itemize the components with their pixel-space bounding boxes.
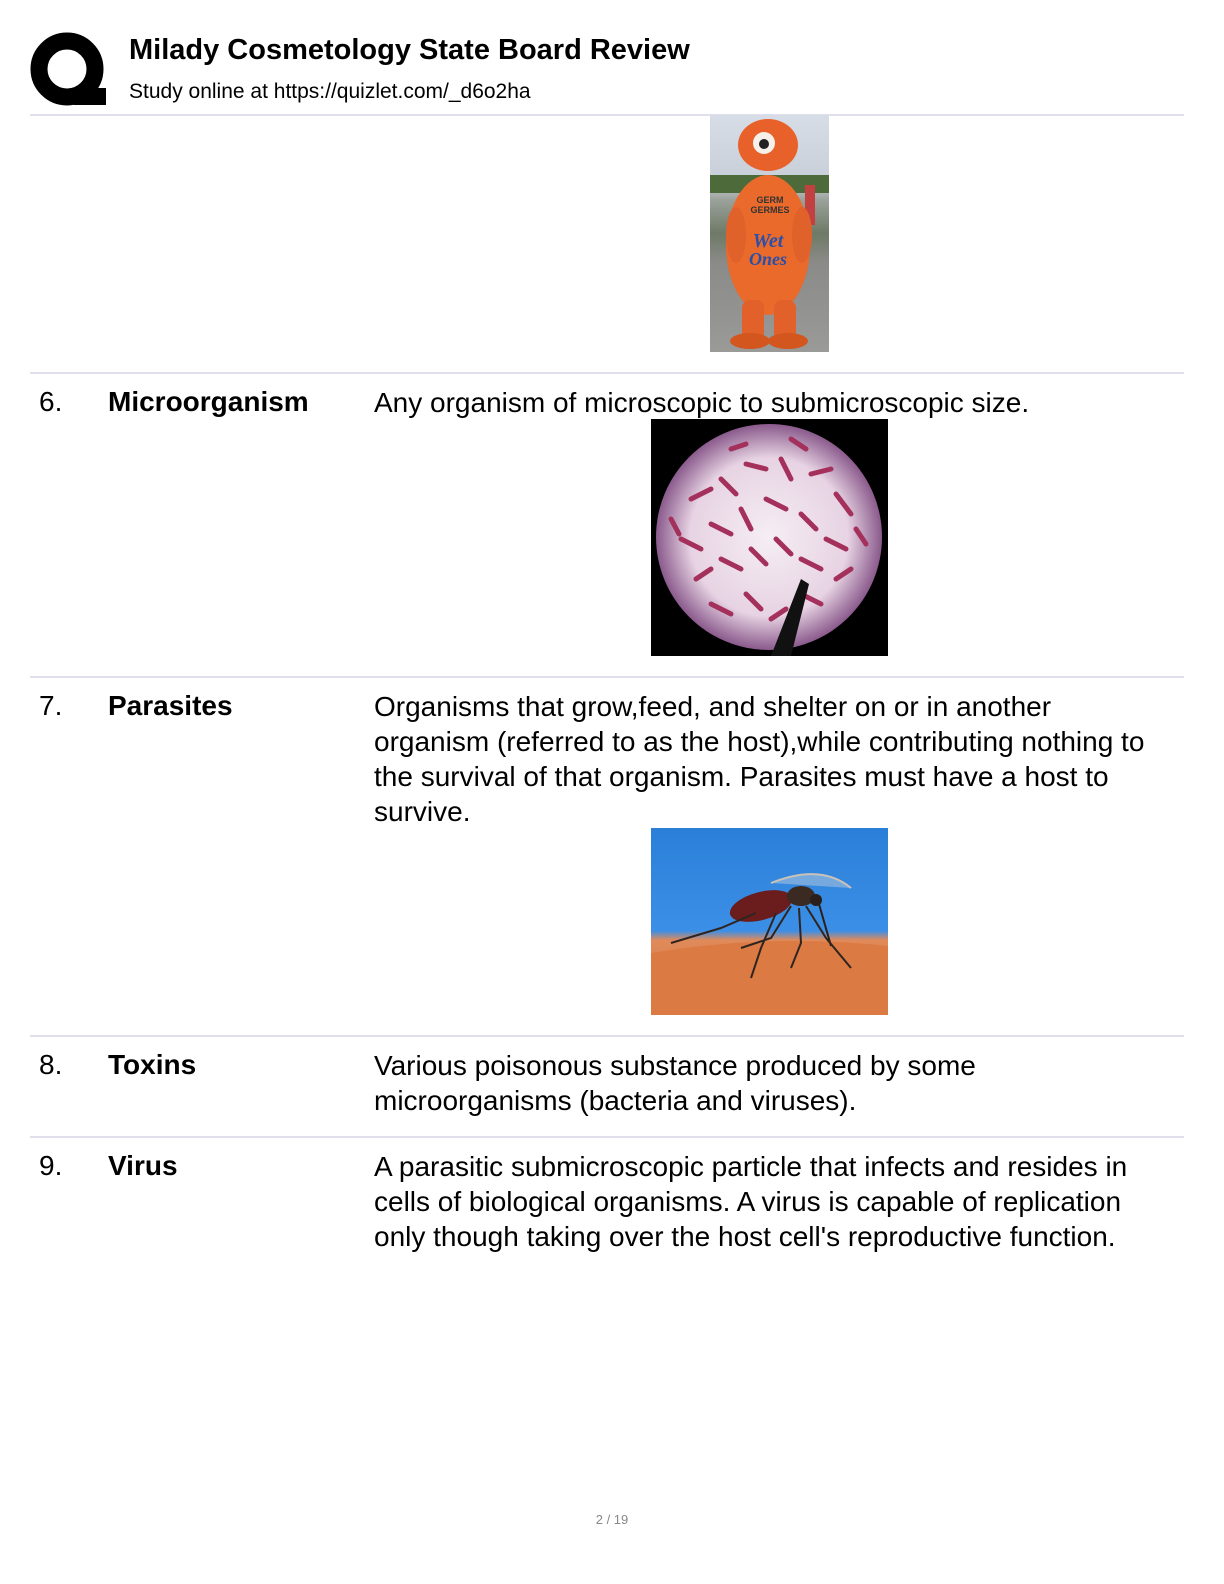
card-number: 7.	[39, 690, 63, 721]
card-number: 8.	[39, 1049, 63, 1080]
card-divider	[30, 372, 1184, 374]
card-definition: Any organism of microscopic to submicroscopic size.	[374, 387, 1030, 418]
quizlet-logo-icon	[30, 30, 108, 110]
card-definition: Organisms that grow,feed, and shelter on or in another organism (referred to as the host),while contributing nothing to the survival of that organism. Parasites must have a host to survive.	[374, 691, 1145, 827]
card-divider	[30, 1035, 1184, 1037]
card-term: Toxins	[108, 1049, 197, 1080]
mascot-brand-2: Ones	[748, 249, 788, 269]
study-online-link[interactable]: Study online at https://quizlet.com/_d6o2ha	[129, 80, 531, 103]
mosquito-on-skin-photo	[651, 828, 888, 1015]
mascot-text-2: GERMES	[750, 205, 790, 215]
page-header	[30, 28, 1184, 116]
card-term: Parasites	[108, 690, 233, 721]
card-divider	[30, 1136, 1184, 1138]
mascot-brand-1: Wet	[752, 230, 784, 252]
card-definition: A parasitic submicroscopic particle that infects and resides in cells of biological organisms. A virus is capable of replication only though taking over the host cell's reproductive function.	[374, 1151, 1128, 1252]
card-number: 6.	[39, 386, 63, 417]
bacteria-microscope-photo	[651, 419, 888, 656]
card-divider	[30, 676, 1184, 678]
card-term: Virus	[108, 1150, 178, 1181]
card-term: Microorganism	[108, 386, 309, 417]
page-number: 2 / 19	[595, 1512, 629, 1527]
set-title: Milady Cosmetology State Board Review	[129, 34, 690, 66]
card-number: 9.	[39, 1150, 63, 1181]
card-definition: Various poisonous substance produced by some microorganisms (bacteria and viruses).	[374, 1050, 976, 1116]
mascot-text-1: GERM	[756, 195, 784, 205]
germ-mascot-photo	[710, 115, 829, 352]
